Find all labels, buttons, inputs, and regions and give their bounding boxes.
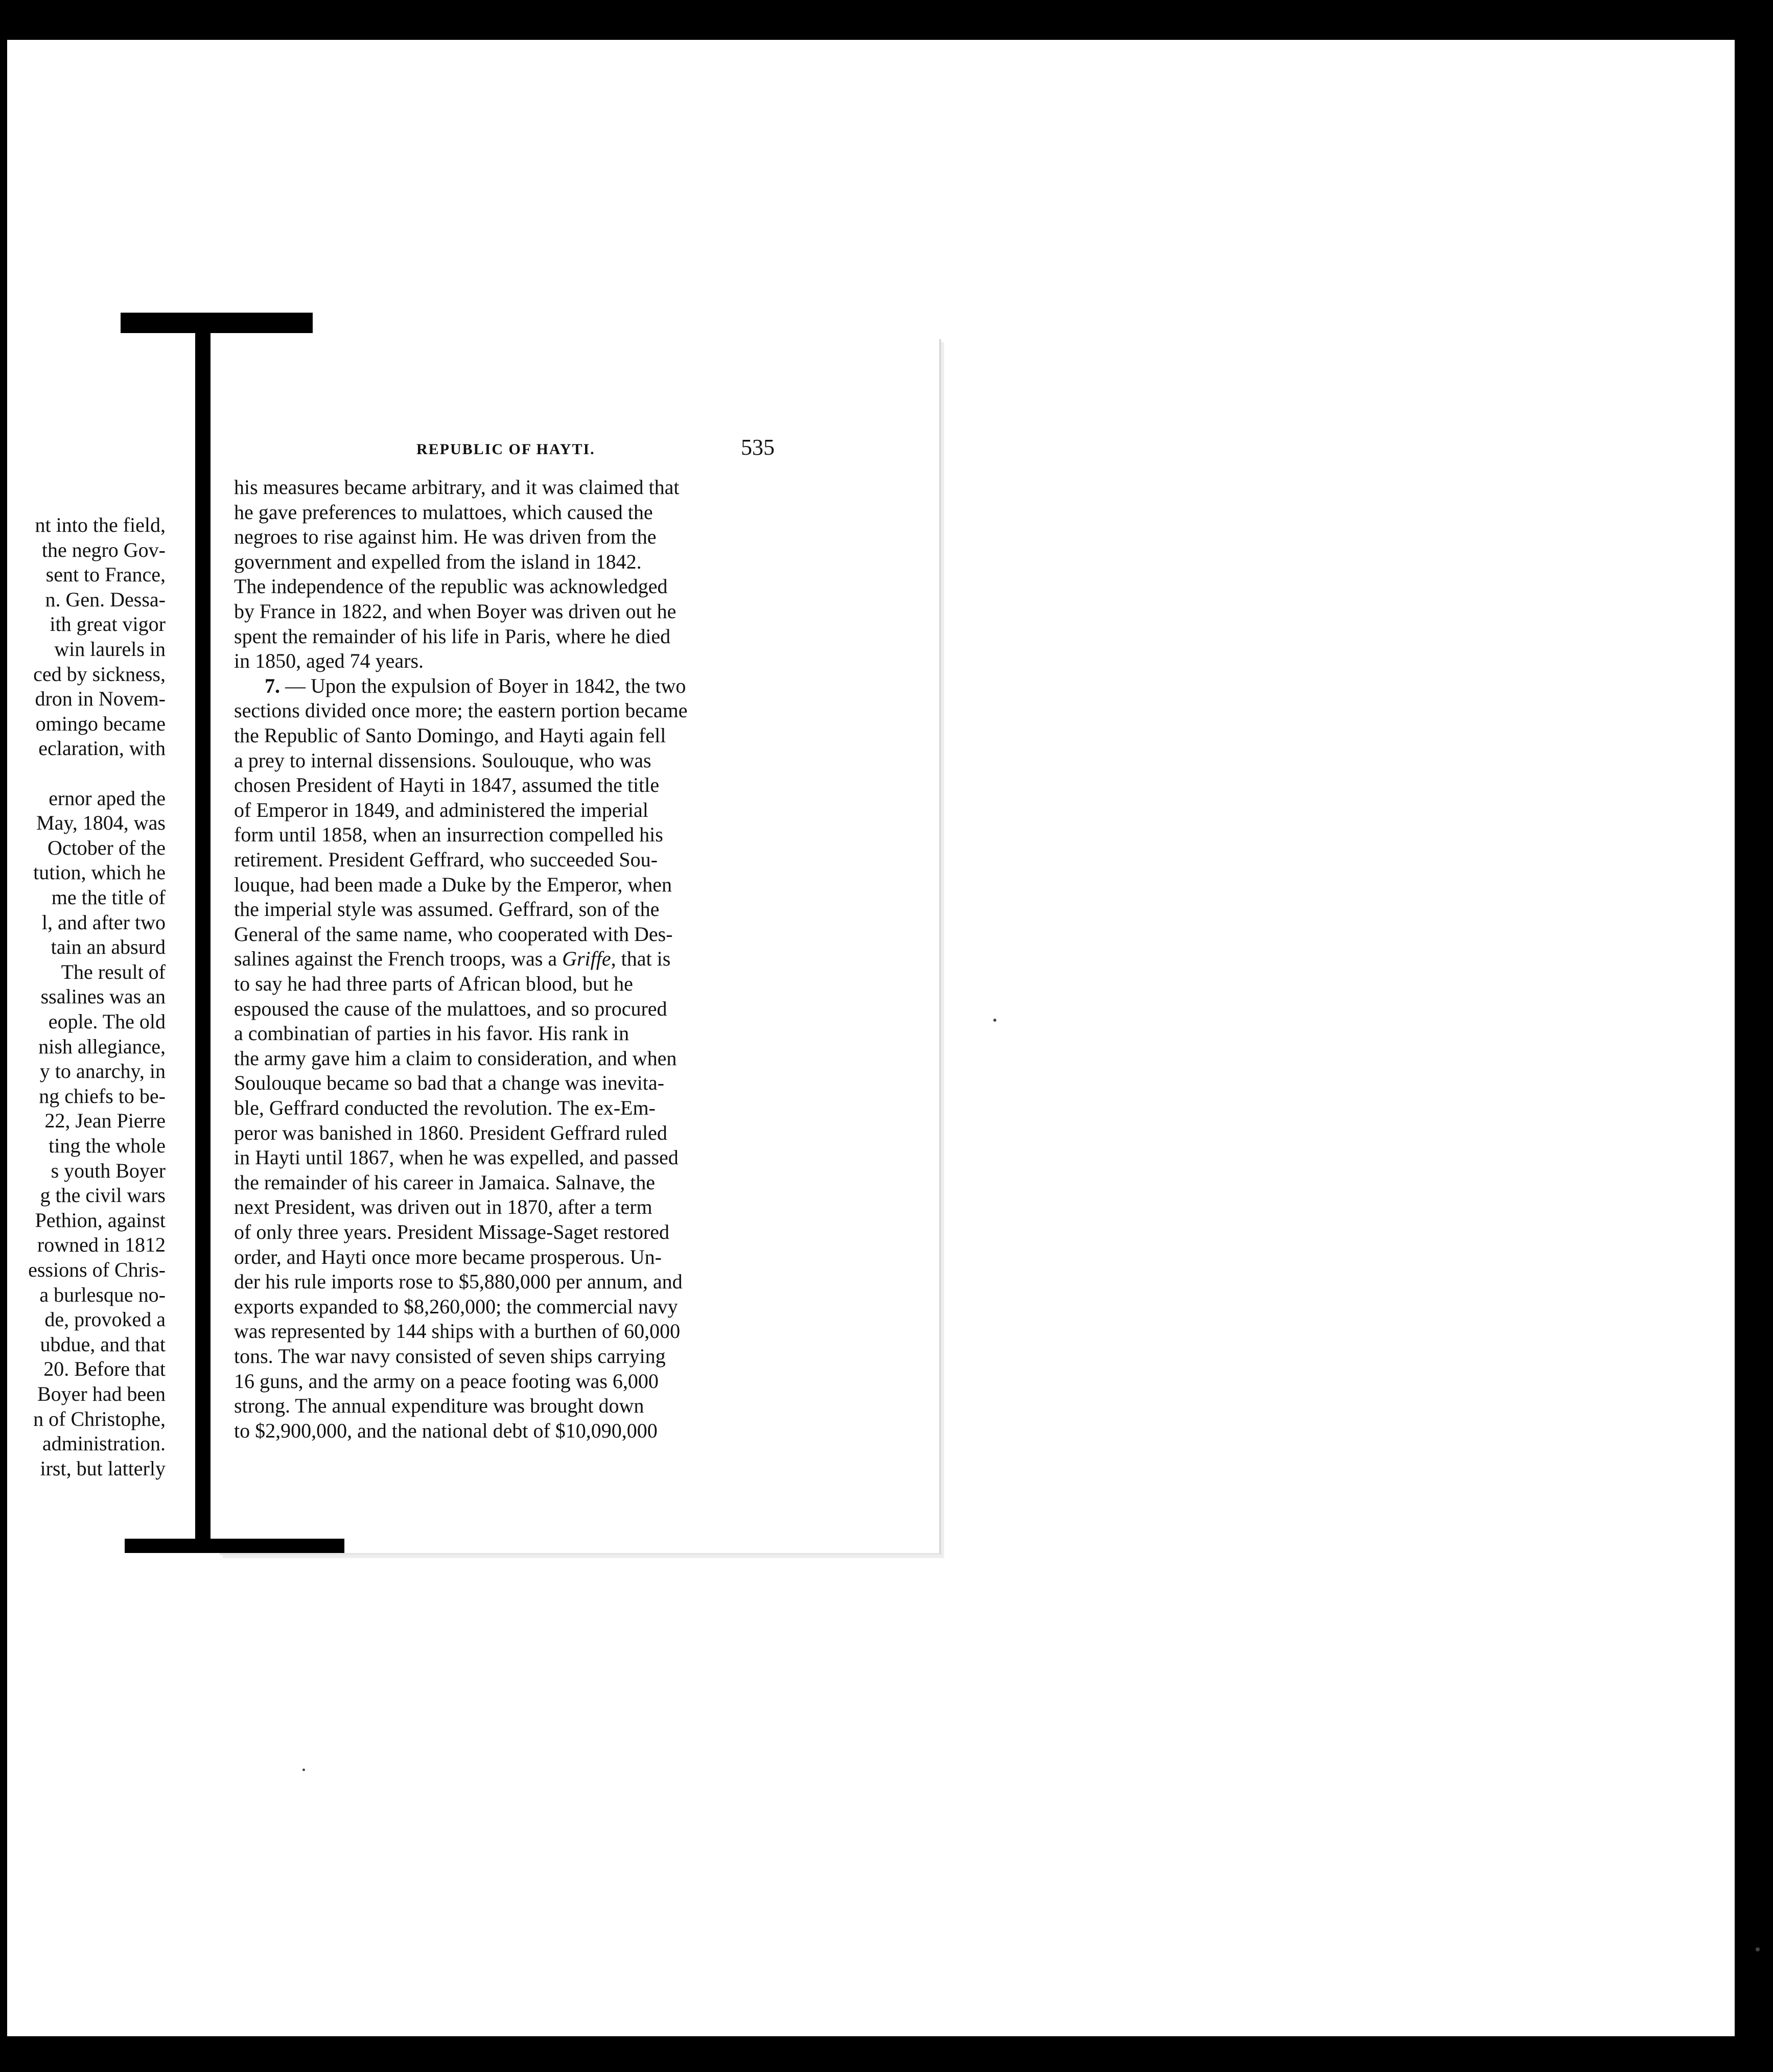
text-line: [234, 798, 802, 823]
line-text: was represented by 144 ships with a burthen of 60,000: [234, 1320, 681, 1343]
text-line: 22, Jean Pierre: [44, 1109, 166, 1133]
line-text: tons. The war navy consisted of seven ships carrying: [234, 1345, 666, 1368]
line-text: by France in 1822, and when Boyer was driven out he: [234, 600, 676, 623]
text-line: October of the: [47, 836, 166, 859]
scan-speck: [1756, 1947, 1760, 1951]
text-line: tution, which he: [33, 861, 166, 884]
text-line: n. Gen. Dessa-: [45, 587, 166, 611]
line-text: in Hayti until 1867, when he was expelled, and passed: [234, 1146, 679, 1169]
line-text: government and expelled from the island in 1842.: [234, 550, 642, 573]
line-text: the army gave him a claim to consideration, and when: [234, 1046, 677, 1070]
line-text: spent the remainder of his life in Paris, where he died: [234, 624, 671, 648]
line-text: — Upon the expulsion of Boyer in 1842, the two: [285, 674, 686, 697]
text-line: [234, 500, 802, 525]
text-line: ssalines was an: [40, 985, 166, 1008]
line-text: order, and Hayti once more became prosperous. Un-: [234, 1245, 662, 1268]
line-text: salines against the French troops, was a: [234, 947, 563, 971]
line-text: retirement. President Geffrard, who succeeded Sou-: [234, 848, 658, 871]
text-line: [234, 897, 802, 922]
text-line: ubdue, and that: [40, 1332, 166, 1356]
text-line: [234, 1269, 802, 1294]
line-text: der his rule imports rose to $5,880,000 per annum, and: [234, 1270, 683, 1293]
line-text: his measures became arbitrary, and it was claimed that: [234, 476, 680, 499]
text-line: [234, 1245, 802, 1270]
paragraph-number: 7.: [265, 674, 280, 697]
text-line: ting the whole: [49, 1134, 166, 1157]
line-text: louque, had been made a Duke by the Emperor, when: [234, 873, 672, 896]
line-text: strong. The annual expenditure was brought down: [234, 1394, 644, 1418]
text-line: [234, 1071, 802, 1096]
text-line: [234, 649, 802, 674]
text-line: nt into the field,: [35, 513, 166, 536]
text-line: [234, 1394, 802, 1419]
line-text: the imperial style was assumed. Geffrard, son of the: [234, 898, 660, 921]
text-line: omingo became: [35, 712, 166, 735]
text-line: Pethion, against: [35, 1208, 166, 1232]
text-line: me the title of: [51, 886, 166, 909]
line-text: chosen President of Hayti in 1847, assumed the title: [234, 773, 660, 797]
text-line: [234, 624, 802, 649]
text-line: [234, 1021, 802, 1046]
bracket-vertical-bar: [195, 331, 211, 1548]
text-line: eople. The old: [48, 1010, 166, 1033]
text-line: ernor aped the: [49, 786, 166, 810]
line-text: form until 1858, when an insurrection compelled his: [234, 823, 663, 846]
text-line: essions of Chris-: [28, 1258, 166, 1281]
text-line: dron in Novem-: [35, 687, 166, 711]
line-text: General of the same name, who cooperated with Des-: [234, 922, 673, 946]
line-text: espoused the cause of the mulattoes, and so procured: [234, 997, 667, 1020]
line-text: to say he had three parts of African blood, but he: [234, 972, 633, 995]
italic-word: Griffe: [562, 947, 611, 971]
text-line: [234, 748, 802, 773]
text-line: de, provoked a: [44, 1308, 166, 1331]
page-number: 535: [741, 435, 775, 460]
text-line: [234, 997, 802, 1022]
line-text-suffix: , that is: [611, 947, 671, 971]
text-line: [234, 773, 802, 798]
text-line: [234, 922, 802, 947]
text-line: [234, 1220, 802, 1245]
line-text: 16 guns, and the army on a peace footing was 6,000: [234, 1369, 659, 1393]
text-line: rowned in 1812: [37, 1233, 166, 1257]
line-text: the Republic of Santo Domingo, and Hayti again fell: [234, 724, 666, 747]
text-line: [234, 972, 802, 997]
line-text: sections divided once more; the eastern portion became: [234, 699, 688, 722]
text-line: nish allegiance,: [38, 1034, 166, 1058]
scan-speck: [302, 1769, 305, 1771]
line-text: a combinatian of parties in his favor. His rank in: [234, 1022, 629, 1045]
text-line: [234, 822, 802, 847]
scan-border-top: [0, 0, 1773, 40]
text-line: the negro Gov-: [41, 538, 166, 561]
scan-border-bottom: [0, 2036, 1773, 2072]
text-line: [234, 1145, 802, 1170]
line-text: in 1850, aged 74 years.: [234, 649, 424, 673]
text-line: [234, 1170, 802, 1195]
line-text: a prey to internal dissensions. Soulouque, who was: [234, 748, 651, 772]
text-line: [234, 1344, 802, 1369]
text-line: [234, 1294, 802, 1320]
text-line: [234, 1419, 802, 1444]
line-text: peror was banished in 1860. President Geffrard ruled: [234, 1121, 667, 1144]
scan-border-right: [1735, 40, 1773, 2036]
text-line: [234, 1096, 802, 1121]
scan-speck: [993, 1019, 996, 1022]
text-line: 20. Before that: [43, 1357, 166, 1381]
line-text: negroes to rise against him. He was driven from the: [234, 525, 657, 549]
text-line: May, 1804, was: [36, 811, 166, 835]
line-text: Soulouque became so bad that a change was inevita-: [234, 1071, 664, 1095]
text-line: tain an absurd: [51, 935, 166, 959]
line-text: he gave preferences to mulattoes, which caused the: [234, 500, 653, 524]
text-line: [234, 847, 802, 873]
text-line: [234, 525, 802, 550]
text-line: [234, 1369, 802, 1394]
line-text: next President, was driven out in 1870, after a term: [234, 1195, 652, 1219]
text-line: l, and after two: [41, 910, 166, 934]
text-line: n of Christophe,: [33, 1407, 166, 1430]
text-line: The result of: [61, 960, 166, 983]
line-text: of Emperor in 1849, and administered the imperial: [234, 798, 648, 821]
bracket-bottom-bar: [125, 1539, 344, 1553]
text-line: y to anarchy, in: [39, 1059, 166, 1083]
running-title: REPUBLIC OF HAYTI.: [416, 441, 595, 458]
text-line: ng chiefs to be-: [39, 1084, 166, 1108]
text-line: ith great vigor: [50, 613, 166, 636]
text-line: irst, but latterly: [40, 1456, 166, 1480]
text-line: administration.: [42, 1432, 166, 1455]
text-line: win laurels in: [54, 638, 166, 661]
text-line: Boyer had been: [37, 1382, 166, 1405]
text-line: [234, 574, 802, 599]
text-line: [265, 674, 833, 699]
line-text: to $2,900,000, and the national debt of $10,090,000: [234, 1419, 658, 1442]
line-text: of only three years. President Missage-Saget restored: [234, 1220, 669, 1243]
text-line: [234, 1319, 802, 1344]
text-line: [234, 1046, 802, 1071]
text-line: [234, 475, 802, 500]
text-line: [234, 947, 802, 972]
line-text: the remainder of his career in Jamaica. Salnave, the: [234, 1170, 656, 1194]
text-line: [234, 723, 802, 748]
text-line: [234, 873, 802, 898]
left-page-fragment: [0, 513, 169, 1480]
text-line: ced by sickness,: [33, 662, 166, 686]
text-line: [234, 698, 802, 723]
text-line: s youth Boyer: [51, 1159, 166, 1182]
line-text: ble, Geffrard conducted the revolution. The ex-Em-: [234, 1096, 656, 1119]
text-line: g the civil wars: [40, 1184, 166, 1207]
text-line: sent to France,: [45, 563, 166, 586]
text-line: [234, 550, 802, 575]
line-text: The independence of the republic was acknowledged: [234, 575, 668, 598]
text-line: [234, 599, 802, 624]
line-text: exports expanded to $8,260,000; the commercial navy: [234, 1294, 678, 1318]
right-page: [220, 339, 941, 1555]
bracket-top-bar: [121, 313, 313, 333]
text-line: [234, 1195, 802, 1220]
text-line: eclaration, with: [38, 737, 166, 760]
text-line: a burlesque no-: [39, 1283, 166, 1306]
text-line: [234, 1121, 802, 1146]
